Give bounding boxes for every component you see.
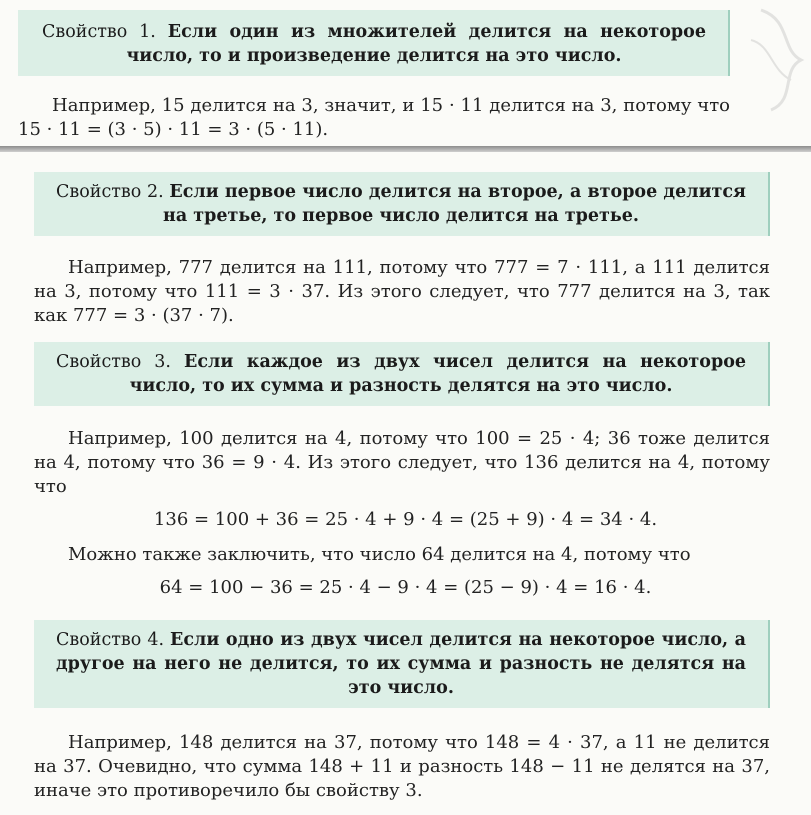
property-2-lead: Свойство 2. [56, 182, 164, 202]
example-4-text: Например, 148 делится на 37, потому что 148 = 4 · 37, а 11 не делится на 37. Очевидно, что сумма 148 + 11 и разность 148 − 11 не делятся на 37, иначе это противоречило бы свойству 3. [34, 732, 770, 801]
property-2-rule: Если первое число делится на второе, а второе делится на третье, то первое число делится на третье. [163, 182, 746, 226]
property-4-lead: Свойство 4. [56, 630, 165, 650]
property-2-box [34, 172, 770, 236]
formula-136: 136 = 100 + 36 = 25 · 4 + 9 · 4 = (25 + 9) · 4 = 34 · 4. [153, 509, 658, 530]
property-3-rule: Если каждое из двух чисел делится на некоторое число, то их сумма и разность делятся на это число. [129, 352, 746, 396]
example-2-text: Например, 777 делится на 111, потому что 777 = 7 · 111, а 111 делится на 3, потому что 111 = 3 · 37. Из этого следует, что 777 делится на 3, так как 777 = 3 · (37 · 7). [34, 257, 770, 326]
property-4-box [34, 620, 770, 708]
property-1-rule: Если один из множителей делится на некоторое число, то и произведение делится на это число. [126, 22, 706, 66]
property-3-lead: Свойство 3. [56, 352, 171, 372]
example-1-text: Например, 15 делится на 3, значит, и 15 · 11 делится на 3, потому что 15 · 11 = (3 · 5) · 11 = 3 · (5 · 11). [18, 95, 730, 140]
property-4-rule: Если одно из двух чисел делится на некоторое число, а другое на него не делится, то их сумма и разность не делятся на это число. [56, 630, 746, 698]
example-3-text: Например, 100 делится на 4, потому что 100 = 25 · 4; 36 тоже делится на 4, потому что 36 = 9 · 4. Из этого следует, что 136 делится на 4, потому что [34, 428, 770, 497]
property-4-statement [56, 628, 746, 700]
property-1-box [18, 10, 730, 76]
property-3-statement [56, 350, 746, 398]
example-3-conclusion-text: Можно также заключить, что число 64 делится на 4, потому что [68, 544, 691, 565]
property-1-lead: Свойство 1. [42, 22, 156, 42]
corner-ornament-icon [741, 0, 811, 120]
property-2-statement [56, 180, 746, 228]
example-1 [18, 94, 730, 142]
section-divider [0, 146, 811, 152]
example-4 [34, 731, 770, 803]
formula-64: 64 = 100 − 36 = 25 · 4 − 9 · 4 = (25 − 9) · 4 = 16 · 4. [159, 577, 652, 598]
property-3-box [34, 342, 770, 406]
example-3-conclusion [34, 543, 770, 567]
example-2 [34, 256, 770, 328]
property-1-statement [42, 20, 706, 68]
example-3 [34, 427, 770, 499]
